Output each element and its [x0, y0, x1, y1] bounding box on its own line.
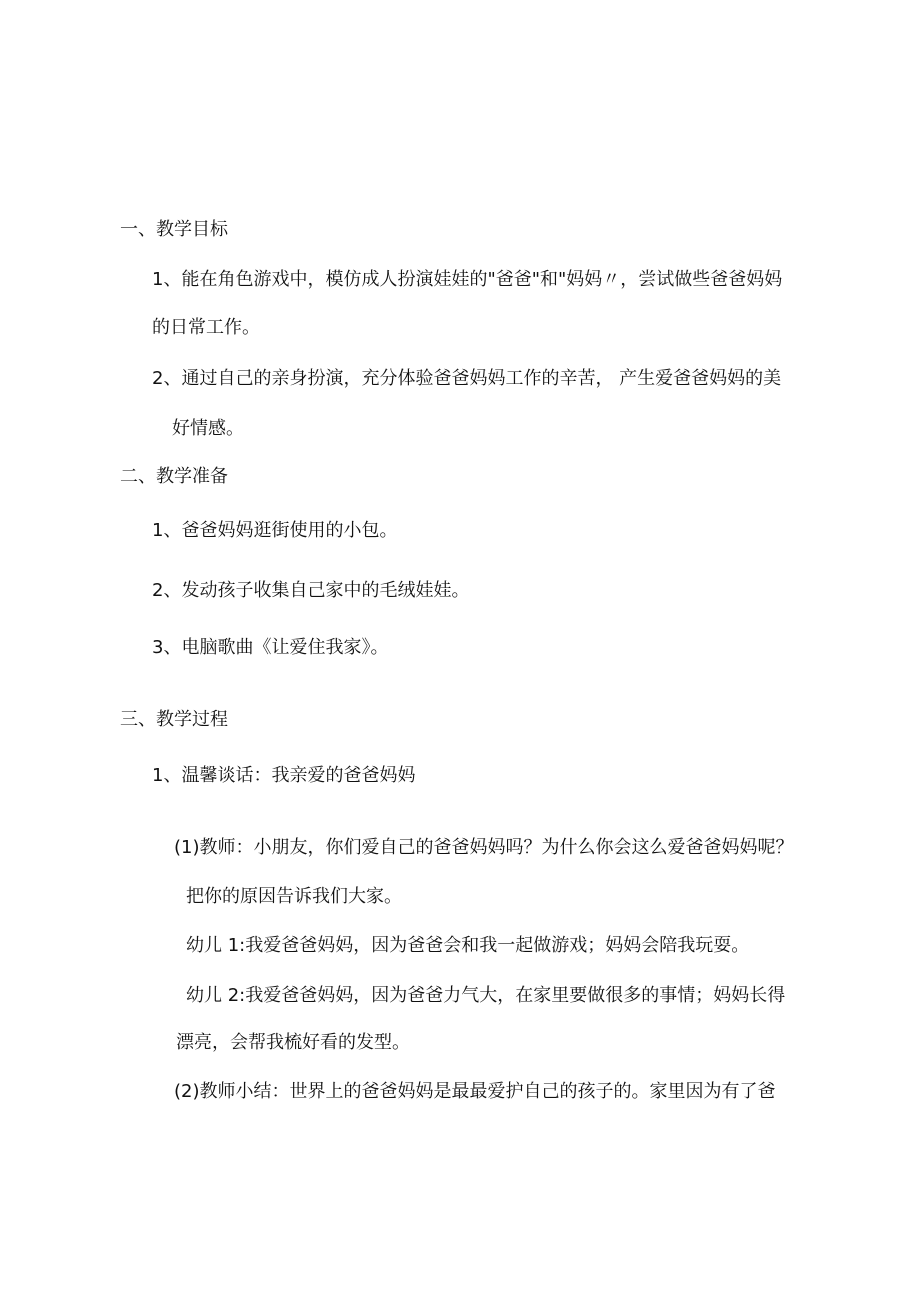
- section-heading-objectives: 一、教学目标: [120, 219, 228, 240]
- process-step-1: 1、温馨谈话：我亲爱的爸爸妈妈: [152, 765, 416, 786]
- process-question-line-1: (1)教师：小朋友，你们爱自己的爸爸妈妈吗？为什么你会这么爱爸爸妈妈呢？: [174, 837, 794, 858]
- process-question-line-2: 把你的原因告诉我们大家。: [186, 886, 402, 907]
- child-1-answer: 幼儿 1:我爱爸爸妈妈，因为爸爸会和我一起做游戏；妈妈会陪我玩耍。: [186, 935, 750, 956]
- section-heading-process: 三、教学过程: [120, 709, 228, 730]
- preparation-item-1: 1、爸爸妈妈逛街使用的小包。: [152, 520, 398, 541]
- child-2-answer-line-2: 漂亮，会帮我梳好看的发型。: [176, 1032, 410, 1053]
- section-heading-preparation: 二、教学准备: [120, 466, 228, 487]
- objective-2-line-1: 2、通过自己的亲身扮演，充分体验爸爸妈妈工作的辛苦， 产生爱爸爸妈妈的美: [152, 368, 782, 389]
- preparation-item-3: 3、电脑歌曲《让爱住我家》。: [152, 637, 389, 658]
- objective-1-line-2: 的日常工作。: [152, 317, 260, 338]
- objective-1-line-1: 1、能在角色游戏中，模仿成人扮演娃娃的"爸爸"和"妈妈〃，尝试做些爸爸妈妈: [152, 269, 783, 290]
- objective-2-line-2: 好情感。: [172, 418, 244, 439]
- teacher-summary-line-1: (2)教师小结：世界上的爸爸妈妈是最最爱护自己的孩子的。家里因为有了爸: [174, 1081, 776, 1102]
- child-2-answer-line-1: 幼儿 2:我爱爸爸妈妈，因为爸爸力气大，在家里要做很多的事情；妈妈长得: [186, 985, 786, 1006]
- preparation-item-2: 2、发动孩子收集自己家中的毛绒娃娃。: [152, 580, 470, 601]
